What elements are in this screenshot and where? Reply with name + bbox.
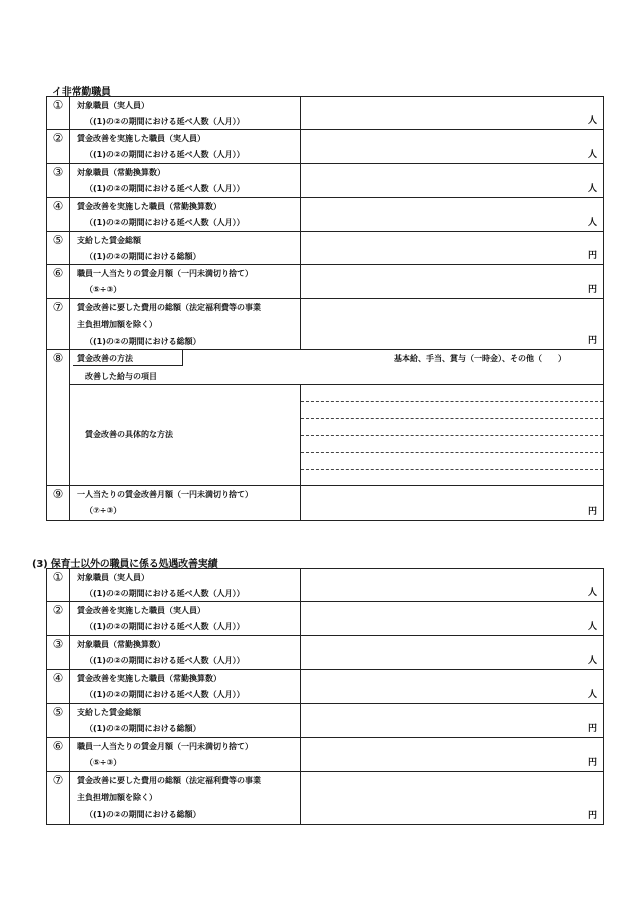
value-field[interactable] [300, 198, 603, 231]
label-line1: 職員一人当たりの賃金月額（一円未満切り捨て） [77, 742, 253, 751]
value-field[interactable] [300, 704, 603, 737]
label-line3: （(1)の②の期間における総額） [85, 337, 201, 346]
row-label [69, 670, 301, 703]
unit-label: 円 [587, 758, 597, 768]
value-field[interactable] [300, 486, 603, 520]
table-row [47, 738, 603, 772]
table-row [47, 198, 603, 232]
label-line2: （⑤÷③） [85, 285, 122, 294]
value-field[interactable] [300, 164, 603, 197]
row-number: ① [47, 97, 70, 129]
row-number: ⑥ [47, 265, 70, 298]
row-label [69, 738, 301, 771]
section-title-non-nursery: (3) 保育士以外の職員に係る処遇改善実績 [32, 559, 218, 570]
row-number: ⑧ [47, 350, 70, 485]
label-line1: 支給した賃金総額 [77, 236, 141, 245]
label-line1: 対象職員（実人員） [77, 101, 149, 110]
label-line1: 賃金改善を実施した職員（実人員） [77, 606, 205, 615]
items-label: 改善した給与の項目 [85, 372, 157, 381]
row-number: ⑤ [47, 232, 70, 264]
label-line2: （(1)の②の期間における延べ人数（人月）） [85, 589, 245, 598]
label-line2: （⑦÷③） [85, 506, 122, 515]
label-line2: （(1)の②の期間における延べ人数（人月）） [85, 622, 245, 631]
table-row [47, 265, 603, 299]
value-field[interactable] [300, 299, 603, 349]
table-row [47, 97, 603, 130]
label-line1: 対象職員（常勤換算数） [77, 640, 165, 649]
row-label [69, 164, 301, 197]
unit-label: 人 [587, 656, 597, 666]
label-line2: （(1)の②の期間における延べ人数（人月）） [85, 656, 245, 665]
label-line2: （(1)の②の期間における延べ人数（人月）） [85, 218, 245, 227]
value-field[interactable] [300, 232, 603, 264]
unit-label: 人 [587, 150, 597, 160]
concrete-method-label: 賃金改善の具体的な方法 [85, 430, 173, 439]
wage-method-block [69, 350, 603, 485]
row-number: ⑨ [47, 486, 70, 520]
table-row [47, 486, 603, 520]
label-line1: 支給した賃金総額 [77, 708, 141, 717]
section-title-part-time: イ非常勤職員 [52, 87, 111, 98]
row-label [69, 265, 301, 298]
label-line1: 賃金改善を実施した職員（実人員） [77, 134, 205, 143]
row-label [69, 130, 301, 163]
unit-label: 人 [587, 116, 597, 126]
unit-label: 円 [587, 285, 597, 295]
method-value[interactable]: 基本給、手当、賞与（一時金）、その他（ ） [394, 354, 566, 363]
row-number: ③ [47, 164, 70, 197]
value-field[interactable] [300, 602, 603, 635]
divider [69, 384, 300, 385]
row-number: ① [47, 569, 70, 601]
label-line2: （(1)の②の期間における延べ人数（人月）） [85, 690, 245, 699]
label-line2: （(1)の②の期間における総額） [85, 252, 201, 261]
label-line3: （(1)の②の期間における総額） [85, 810, 201, 819]
table-row-wage-method [47, 350, 603, 486]
unit-label: 人 [587, 690, 597, 700]
label-line2: （(1)の②の期間における総額） [85, 724, 201, 733]
row-label [69, 198, 301, 231]
row-number: ⑥ [47, 738, 70, 771]
value-field[interactable] [300, 130, 603, 163]
label-line1: 職員一人当たりの賃金月額（一円未満切り捨て） [77, 269, 253, 278]
unit-label: 円 [587, 251, 597, 261]
value-field[interactable] [300, 569, 603, 601]
label-line1: 賃金改善を実施した職員（常勤換算数） [77, 674, 221, 683]
row-number: ④ [47, 198, 70, 231]
method-label: 賃金改善の方法 [77, 354, 133, 363]
value-field[interactable] [300, 670, 603, 703]
label-line2: （(1)の②の期間における延べ人数（人月）） [85, 150, 245, 159]
table-row [47, 670, 603, 704]
label-line2: （⑤÷③） [85, 758, 122, 767]
row-label [69, 569, 301, 601]
row-label [69, 772, 301, 824]
value-field[interactable] [300, 772, 603, 824]
row-label [69, 97, 301, 129]
table-row [47, 164, 603, 198]
row-number: ④ [47, 670, 70, 703]
concrete-method-lines[interactable] [301, 384, 603, 485]
table-row [47, 772, 603, 824]
label-line1: 対象職員（常勤換算数） [77, 168, 165, 177]
unit-label: 人 [587, 184, 597, 194]
non-nursery-staff-table [46, 568, 604, 825]
unit-label: 円 [587, 724, 597, 734]
value-field[interactable] [300, 636, 603, 669]
label-line2: 主負担増加額を除く） [77, 320, 157, 329]
row-number: ③ [47, 636, 70, 669]
table-row [47, 704, 603, 738]
row-number: ⑤ [47, 704, 70, 737]
unit-label: 人 [587, 588, 597, 598]
row-label [69, 636, 301, 669]
table-row [47, 636, 603, 670]
row-label [69, 299, 301, 349]
label-line1: 賃金改善を実施した職員（常勤換算数） [77, 202, 221, 211]
row-label [69, 232, 301, 264]
unit-label: 円 [587, 336, 597, 346]
label-line1: 対象職員（実人員） [77, 573, 149, 582]
value-field[interactable] [300, 265, 603, 298]
unit-label: 人 [587, 622, 597, 632]
label-line1: 賃金改善に要した費用の総額（法定福利費等の事業 [77, 303, 261, 312]
row-label [69, 704, 301, 737]
table-row [47, 602, 603, 636]
label-line1: 賃金改善に要した費用の総額（法定福利費等の事業 [77, 776, 261, 785]
label-line2: （(1)の②の期間における延べ人数（人月）） [85, 117, 245, 126]
value-field[interactable] [300, 97, 603, 129]
row-number: ⑦ [47, 299, 70, 349]
label-line2: （(1)の②の期間における延べ人数（人月）） [85, 184, 245, 193]
row-number: ② [47, 130, 70, 163]
table-row [47, 232, 603, 265]
value-field[interactable] [300, 738, 603, 771]
unit-label: 円 [587, 811, 597, 821]
row-label [69, 486, 301, 520]
label-line1: 一人当たりの賃金改善月額（一円未満切り捨て） [77, 490, 253, 499]
unit-label: 人 [587, 218, 597, 228]
row-number: ② [47, 602, 70, 635]
row-label [69, 602, 301, 635]
row-number: ⑦ [47, 772, 70, 824]
part-time-staff-table [46, 96, 604, 521]
table-row [47, 299, 603, 350]
table-row [47, 130, 603, 164]
unit-label: 円 [587, 507, 597, 517]
label-line2: 主負担増加額を除く） [77, 793, 157, 802]
table-row [47, 569, 603, 602]
